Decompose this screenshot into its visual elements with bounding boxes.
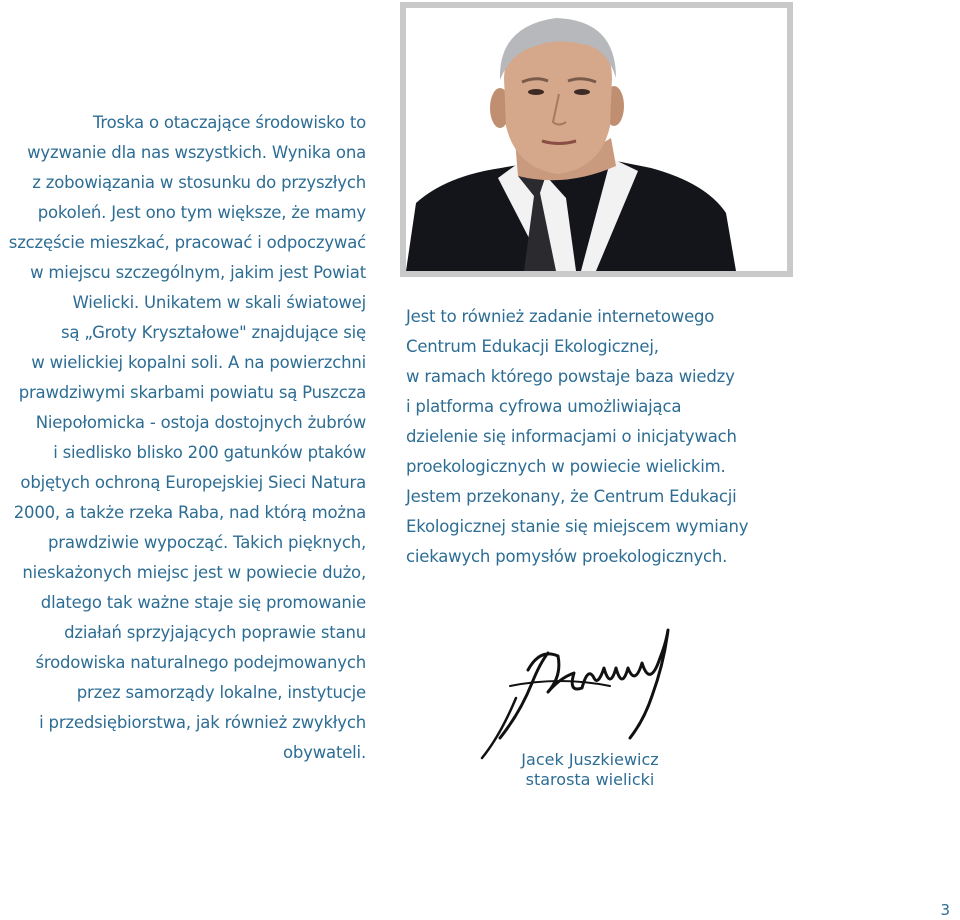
right-text-line: w ramach którego powstaje baza wiedzy xyxy=(406,367,735,386)
right-text-line: Centrum Edukacji Ekologicznej, xyxy=(406,337,659,356)
left-text-line: środowiska naturalnego podejmowanych xyxy=(35,653,366,672)
right-text-line: Jestem przekonany, że Centrum Edukacji xyxy=(406,487,737,506)
left-text-line: Troska o otaczające środowisko to xyxy=(92,113,366,132)
right-text-line: dzielenie się informacjami o inicjatywach xyxy=(406,427,737,446)
right-text-line: proekologicznych w powiecie wielickim. xyxy=(406,457,726,476)
right-text-line: Jest to również zadanie internetowego xyxy=(406,307,715,326)
right-text-column xyxy=(406,302,926,572)
left-text-line: są „Groty Kryształowe" znajdujące się xyxy=(60,323,366,342)
left-text-line: w wielickiej kopalni soli. A na powierzchni xyxy=(31,353,366,372)
signature xyxy=(470,618,710,768)
left-text-column xyxy=(0,108,366,768)
signer-title: starosta wielicki xyxy=(525,770,655,789)
page-number: 3 xyxy=(940,901,950,919)
left-text-line: pokoleń. Jest ono tym większe, że mamy xyxy=(37,203,366,222)
left-text-line: przez samorządy lokalne, instytucje xyxy=(76,683,366,702)
handwritten-signature xyxy=(470,618,710,768)
left-text-line: Niepołomicka - ostoja dostojnych żubrów xyxy=(35,413,366,432)
left-text-line: z zobowiązania w stosunku do przyszłych xyxy=(32,173,366,192)
left-text-line: nieskażonych miejsc jest w powiecie dużo, xyxy=(22,563,366,582)
signer-block xyxy=(480,750,700,790)
left-text-line: objętych ochroną Europejskiej Sieci Natura xyxy=(20,473,366,492)
left-text-line: wyzwanie dla nas wszystkich. Wynika ona xyxy=(27,143,366,162)
right-text-line: i platforma cyfrowa umożliwiająca xyxy=(406,397,682,416)
right-text-line: Ekologicznej stanie się miejscem wymiany xyxy=(406,517,749,536)
left-text-line: 2000, a także rzeka Raba, nad którą można xyxy=(13,503,366,522)
left-text-line: obywateli. xyxy=(283,743,366,762)
left-text-line: szczęście mieszkać, pracować i odpoczywać xyxy=(8,233,366,252)
left-text-line: i przedsiębiorstwa, jak również zwykłych xyxy=(39,713,366,732)
left-text-line: i siedlisko blisko 200 gatunków ptaków xyxy=(53,443,366,462)
right-text-line: ciekawych pomysłów proekologicznych. xyxy=(406,547,728,566)
left-text-line: dlatego tak ważne staje się promowanie xyxy=(40,593,366,612)
left-text-line: prawdziwymi skarbami powiatu są Puszcza xyxy=(18,383,366,402)
left-text-line: Wielicki. Unikatem w skali światowej xyxy=(72,293,366,312)
left-text-line: działań sprzyjających poprawie stanu xyxy=(64,623,366,642)
signer-name: Jacek Juszkiewicz xyxy=(521,750,659,769)
portrait-illustration xyxy=(406,8,787,271)
portrait-photo xyxy=(400,2,793,277)
left-text-line: w miejscu szczególnym, jakim jest Powiat xyxy=(30,263,366,282)
left-text-line: prawdziwie wypocząć. Takich pięknych, xyxy=(47,533,366,552)
